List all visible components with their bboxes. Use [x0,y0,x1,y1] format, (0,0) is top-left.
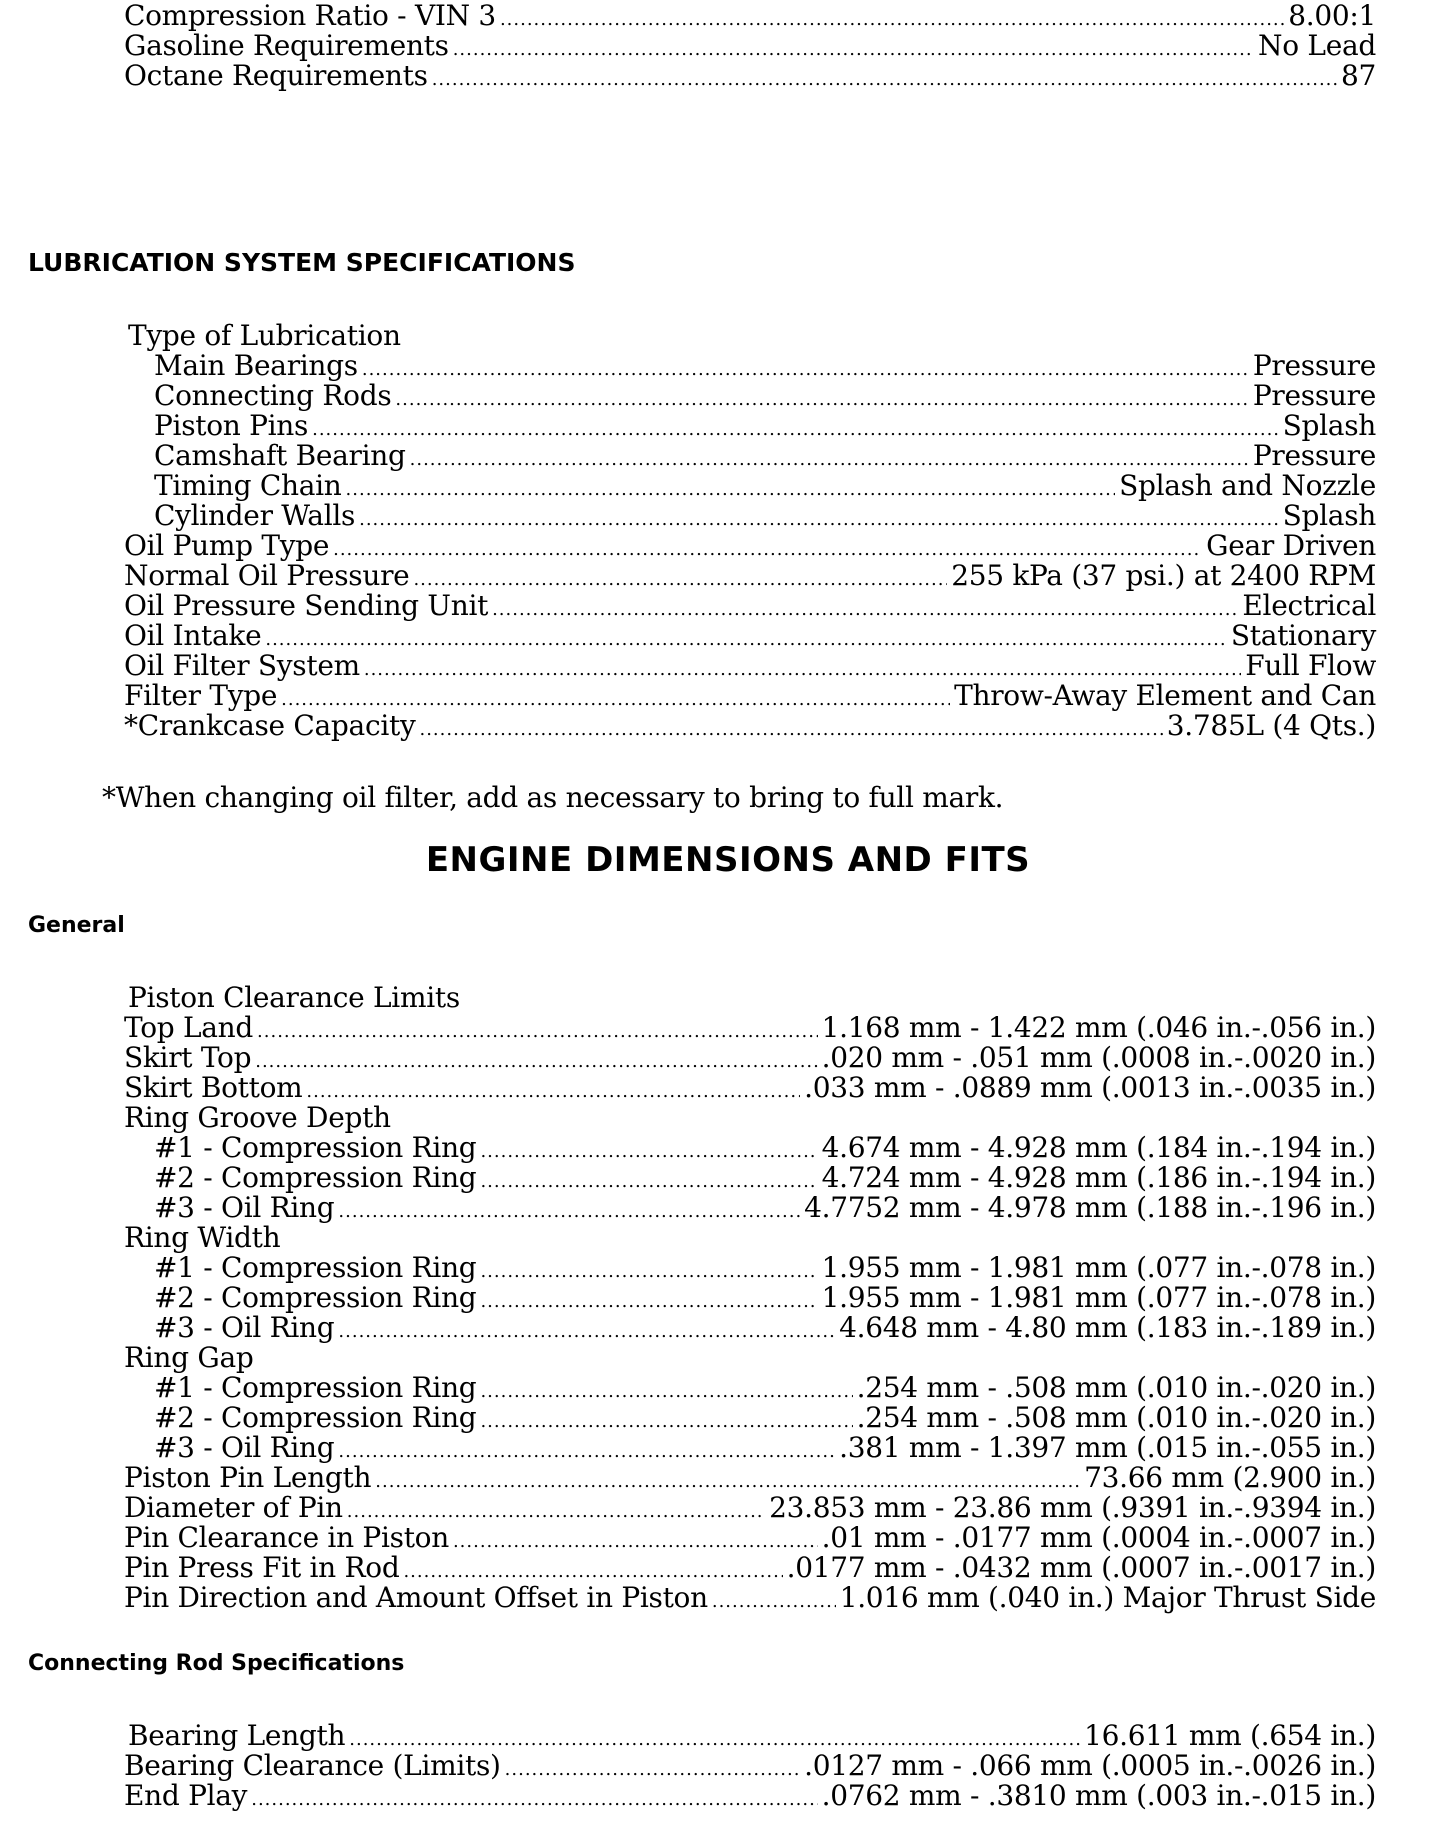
spec-label: #2 - Compression Ring [154,1161,477,1194]
spec-value: .254 mm - .508 mm (.010 in.-.020 in.) [856,1401,1376,1434]
spec-value: 16.611 mm (.654 in.) [1084,1719,1376,1752]
spec-label: Gasoline Requirements [124,29,449,62]
spec-value: .254 mm - .508 mm (.010 in.-.020 in.) [856,1371,1376,1404]
spec-label: #3 - Oil Ring [154,1311,335,1344]
spec-label: Skirt Top [124,1041,252,1074]
spec-value: .381 mm - 1.397 mm (.015 in.-.055 in.) [839,1431,1376,1464]
spec-row [124,591,1376,625]
spec-value: Pressure [1252,349,1376,382]
spec-value: 255 kPa (37 psi.) at 2400 RPM [951,559,1376,592]
spec-value: 4.648 mm - 4.80 mm (.183 in.-.189 in.) [839,1311,1376,1344]
dot-leader [338,1317,835,1347]
spec-label: Oil Filter System [124,649,360,682]
spec-label: #2 - Compression Ring [154,1281,477,1314]
spec-label: Bearing Length [128,1719,346,1752]
spec-label: Pin Press Fit in Rod [124,1551,400,1584]
spec-label: Piston Pin Length [124,1461,372,1494]
piston-clearance-label: Piston Clearance Limits [128,981,460,1014]
spec-value: Pressure [1252,379,1376,412]
spec-row [124,1781,1376,1815]
spec-row [154,1193,1376,1227]
spec-value: .0127 mm - .066 mm (.0005 in.-.0026 in.) [804,1749,1376,1782]
spec-value: 1.955 mm - 1.981 mm (.077 in.-.078 in.) [821,1251,1376,1284]
spec-label: Filter Type [124,679,278,712]
spec-value: .020 mm - .051 mm (.0008 in.-.0020 in.) [821,1041,1376,1074]
spec-label: Skirt Bottom [124,1071,303,1104]
spec-value: 4.7752 mm - 4.978 mm (.188 in.-.196 in.) [804,1191,1376,1224]
spec-row [124,61,1376,95]
spec-label: #1 - Compression Ring [154,1251,477,1284]
spec-value: .033 mm - .0889 mm (.0013 in.-.0035 in.) [804,1071,1376,1104]
spec-value: 87 [1340,59,1376,92]
spec-label: Oil Pressure Sending Unit [124,589,489,622]
spec-value: .0762 mm - .3810 mm (.003 in.-.015 in.) [821,1779,1376,1812]
dot-leader [712,1587,836,1617]
spec-value: Full Flow [1245,649,1376,682]
spec-row [124,1583,1376,1617]
spec-value: 1.016 mm (.040 in.) Major Thrust Side [839,1581,1376,1614]
spec-label: #1 - Compression Ring [154,1371,477,1404]
spec-value: 1.168 mm - 1.422 mm (.046 in.-.056 in.) [821,1011,1376,1044]
spec-label: Cylinder Walls [154,499,356,532]
spec-row [154,381,1376,415]
spec-label: Oil Intake [124,619,262,652]
spec-value: 4.724 mm - 4.928 mm (.186 in.-.194 in.) [821,1161,1376,1194]
crankcase-footnote: *When changing oil filter, add as necessary to bring to full mark. [102,781,1004,814]
spec-value: 23.853 mm - 23.86 mm (.9391 in.-.9394 in.) [769,1491,1376,1524]
spec-label: Main Bearings [154,349,358,382]
spec-label: Top Land [124,1011,254,1044]
spec-value: .01 mm - .0177 mm (.0004 in.-.0007 in.) [821,1521,1376,1554]
spec-value: Splash [1282,409,1376,442]
ring-groove-depth-label: Ring Groove Depth [124,1101,391,1134]
dot-leader [338,1197,800,1227]
spec-label: Bearing Clearance (Limits) [124,1749,501,1782]
dot-leader [419,715,1162,745]
spec-row [124,711,1376,745]
spec-label: Timing Chain [154,469,342,502]
spec-value: Splash [1282,499,1376,532]
spec-value: 3.785L (4 Qts.) [1166,709,1376,742]
spec-value: 1.955 mm - 1.981 mm (.077 in.-.078 in.) [821,1281,1376,1314]
spec-value: Pressure [1252,439,1376,472]
spec-label: *Crankcase Capacity [124,709,416,742]
general-heading: General [28,913,125,938]
spec-label: #3 - Oil Ring [154,1431,335,1464]
spec-label: Pin Clearance in Piston [124,1521,449,1554]
spec-value: 8.00:1 [1288,0,1376,32]
engine-dimensions-title: ENGINE DIMENSIONS AND FITS [425,840,1031,880]
ring-width-label: Ring Width [124,1221,281,1254]
lubrication-heading: LUBRICATION SYSTEM SPECIFICATIONS [28,248,576,277]
spec-row [154,501,1376,535]
spec-label: #2 - Compression Ring [154,1401,477,1434]
dot-leader [251,1785,817,1815]
spec-label: Pin Direction and Amount Offset in Piston [124,1581,708,1614]
spec-value: Gear Driven [1206,529,1376,562]
spec-label: Oil Pump Type [124,529,330,562]
spec-label: Diameter of Pin [124,1491,343,1524]
spec-label: #3 - Oil Ring [154,1191,335,1224]
connecting-rod-heading: Connecting Rod Specifications [28,1651,405,1676]
spec-label: Connecting Rods [154,379,392,412]
spec-value: 4.674 mm - 4.928 mm (.184 in.-.194 in.) [821,1131,1376,1164]
spec-value: Throw-Away Element and Can [954,679,1376,712]
ring-gap-label: Ring Gap [124,1341,254,1374]
spec-label: Compression Ratio - VIN 3 [124,0,496,32]
spec-label: #1 - Compression Ring [154,1131,477,1164]
type-of-lubrication-label: Type of Lubrication [128,319,401,352]
spec-label: Octane Requirements [124,59,428,92]
spec-row [154,1313,1376,1347]
spec-value: .0177 mm - .0432 mm (.0007 in.-.0017 in.) [786,1551,1376,1584]
spec-label: Normal Oil Pressure [124,559,410,592]
spec-value: Electrical [1242,589,1376,622]
spec-value: No Lead [1258,29,1376,62]
spec-value: 73.66 mm (2.900 in.) [1084,1461,1376,1494]
spec-label: Camshaft Bearing [154,439,406,472]
spec-value: Splash and Nozzle [1119,469,1376,502]
spec-label: End Play [124,1779,248,1812]
spec-value: Stationary [1230,619,1376,652]
spec-label: Piston Pins [154,409,309,442]
dot-leader [432,65,1337,95]
